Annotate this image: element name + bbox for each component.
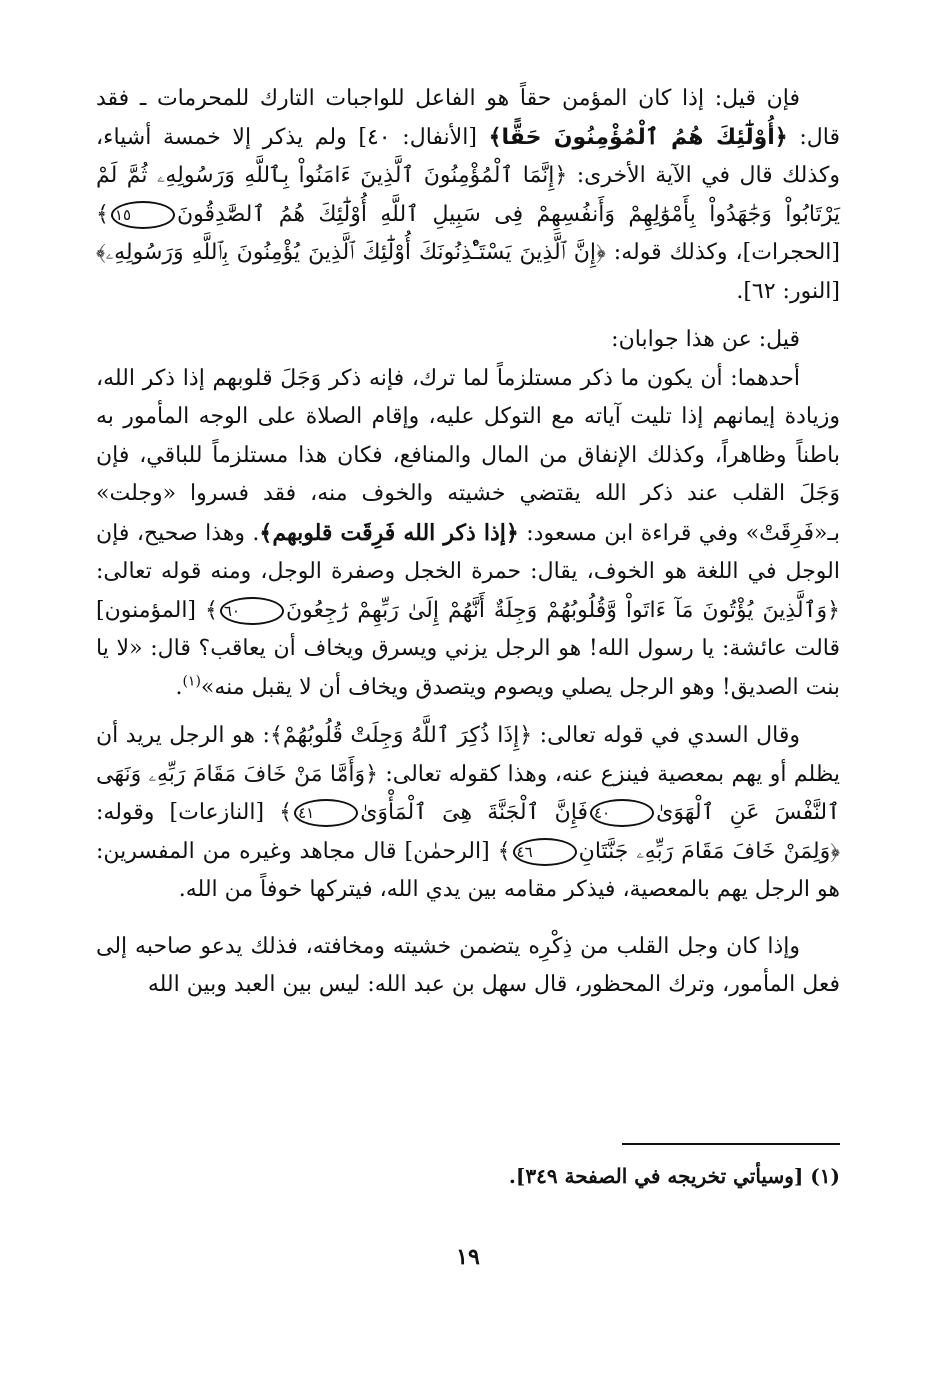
quran-verse-anfal: ﴿أُوْلَٰٓئِكَ هُمُ ٱلْمُؤْمِنُونَ حَقًّا﴾ [488, 124, 788, 150]
p4-text-1: وقال السدي في قوله تعالى: [532, 723, 800, 748]
p3-text-1: أحدهما: أن يكون ما ذكر مستلزماً لما ترك، فإنه ذكر وَجَلَ قلوبهم إذا ذكر الله، وزيادة إيمانهم إذا تليت آياته مع التوكل عليه، وإقام الصلاة على الوجه المأمور به باطناً وظاهراً، وكذلك الإنفاق من المال والمنافع، فكان هذا مستلزماً للباقي، فإن وَجَلَ القلب عند ذكر الله يقتضي خشيته والخوف منه، فقد فسروا «وجلت» بـ«فَرِقَتْ» وفي قراءة ابن مسعود: [96, 365, 840, 546]
paragraph-1 [96, 80, 840, 311]
p3-text-4: . [175, 674, 183, 700]
paragraph-2: قيل: عن هذا جوابان: [611, 327, 800, 352]
footnote-reference[interactable]: (١) [182, 673, 201, 690]
main-text [96, 80, 840, 1005]
p1-text-4: [النور: ٦٢]. [736, 278, 840, 304]
p4-text-3: [النازعات] وقوله: [96, 800, 280, 825]
quran-reading-ibn-masud: ﴿إذا ذكر الله فَرِقَت قلوبهم﴾ [259, 519, 519, 546]
footnote-divider [622, 1143, 840, 1145]
quran-verse-muminun: ﴿وَٱلَّذِينَ يُؤْتُونَ مَآ ءَاتَواْ وَّقُلُوبُهُمْ وَجِلَةٌ أَنَّهُمْ إِلَىٰ رَبِّهِمْ رَٰجِعُونَ [286, 597, 840, 623]
quran-verse-hujurat: ﴿إِنَّمَا ٱلْمُؤْمِنُونَ ٱلَّذِينَ ءَامَنُواْ بِٱللَّهِ وَرَسُولِهِۦ ثُمَّ لَمْ يَرْتَابُواْ وَجَٰهَدُواْ بِأَمْوَٰلِهِمْ وَأَنفُسِهِمْ فِى سَبِيلِ ٱللَّهِ أُوْلَٰٓئِكَ هُمُ ٱلصَّٰدِقُونَ [96, 163, 840, 227]
quran-verse-rahman: ﴿وَلِمَنْ خَافَ مَقَامَ رَبِّهِۦ جَنَّتَانِ [578, 838, 840, 864]
quran-verse-naziat: ﴿وَأَمَّا مَنْ خَافَ مَقَامَ رَبِّهِۦ وَنَهَى ٱلنَّفْسَ عَنِ ٱلْهَوَىٰ [96, 761, 840, 825]
ayah-number-marker: ١٥ [111, 201, 175, 229]
p3-text-3: [المؤمنون] قالت عائشة: يا رسول الله! هو الرجل يزني ويسرق ويخاف أن يعاقب؟ قال: «لا يا بنت الصديق! وهو الرجل يصلي ويصوم ويتصدق ويخاف أن لا يقبل منه» [96, 597, 840, 700]
quran-verse-nur: ﴿إِنَّ ٱلَّذِينَ يَسْتَـْٔذِنُونَكَ أُوْلَٰٓئِكَ ٱلَّذِينَ يُؤْمِنُونَ بِٱللَّهِ وَرَسُولِهِۦ﴾ [96, 240, 606, 265]
p1-text-1: فإن قيل: إذا كان المؤمن حقاً هو الفاعل للواجبات التارك للمحرمات ـ فقد قال: [96, 86, 840, 150]
quran-bracket: ﴾ [279, 800, 293, 825]
paragraph-4 [96, 717, 840, 910]
ayah-number-marker: ٦٠ [220, 597, 284, 625]
paragraph-3 [96, 360, 840, 708]
page-number: ١٩ [456, 1244, 480, 1270]
quran-bracket: ﴾ [204, 597, 218, 623]
paragraph-5: وإذا كان وجل القلب من ذِكْرِه يتضمن خشيته ومخافته، فذلك يدعو صاحبه إلى فعل المأمور، وترك المحظور، قال سهل بن عبد الله: ليس بين العبد وبين الله [96, 933, 840, 997]
ayah-number-marker: ٤١ [294, 799, 358, 827]
quran-verse-naziat-2: فَإِنَّ ٱلْجَنَّةَ هِىَ ٱلْمَأْوَىٰ [360, 800, 588, 825]
ayah-number-marker: ٤٦ [513, 838, 577, 866]
footnote: (١) [وسيأتي تخريجه في الصفحة ٣٤٩]. [508, 1164, 840, 1188]
quran-verse-anfal-2: ﴿إِذَا ذُكِرَ ٱللَّهُ وَجِلَتْ قُلُوبُهُمْ﴾ [269, 723, 533, 748]
p4-text-4: [الرحمٰن] قال مجاهد وغيره من المفسرين: هو الرجل يهم بالمعصية، فيذكر مقامه بين يدي الله، فيتركها خوفاً من الله. [96, 838, 840, 902]
quran-bracket: ﴾ [497, 838, 511, 864]
p1-text-3: [الحجرات]، وكذلك قوله: [605, 240, 840, 265]
ayah-number-marker: ٤٠ [590, 799, 654, 827]
p3-text-2: . وهذا صحيح، فإن الوجل في اللغة هو الخوف، يقال: حمرة الخجل وصفرة الوجل، ومنه قوله تعالى: [96, 520, 840, 584]
quran-bracket: ﴾ [96, 201, 109, 227]
p1-text-2: [الأنفال: ٤٠] ولم يذكر إلا خمسة أشياء، وكذلك قال في الآية الأخرى: [96, 124, 840, 188]
p4-text-2: : هو الرجل يريد أن يظلم أو يهم بمعصية فينزع عنه، وهذا كقوله تعالى: [96, 723, 840, 787]
